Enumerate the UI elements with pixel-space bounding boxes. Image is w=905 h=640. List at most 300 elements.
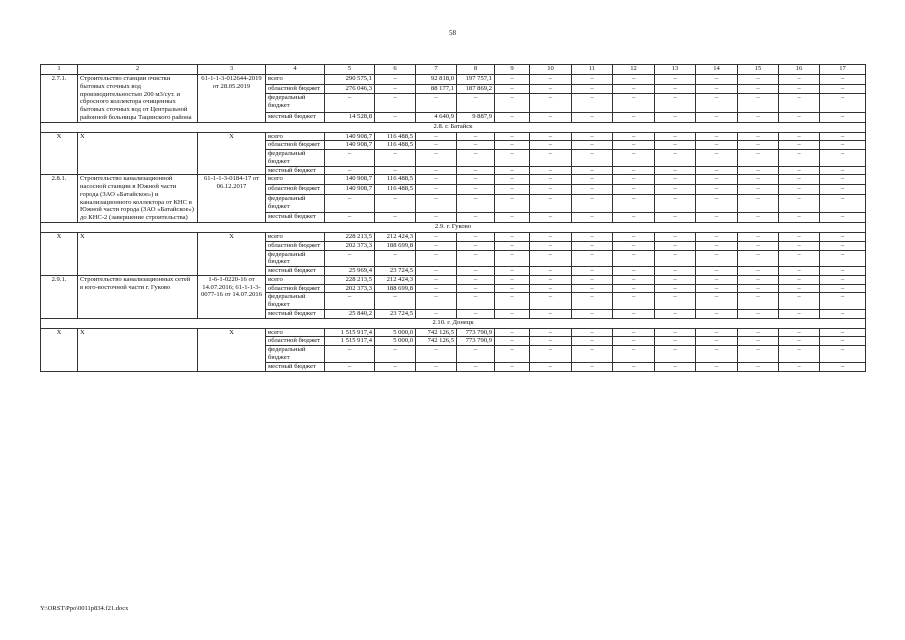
- value-cell: –: [325, 362, 375, 371]
- value-cell: –: [325, 293, 375, 310]
- value-cell: –: [613, 328, 655, 337]
- value-cell: –: [375, 84, 416, 94]
- value-cell: 23 724,5: [375, 267, 416, 276]
- value-cell: 92 818,0: [416, 75, 457, 85]
- column-header: 7: [416, 65, 457, 75]
- value-cell: –: [457, 213, 495, 223]
- value-cell: –: [655, 166, 696, 175]
- value-cell: –: [655, 75, 696, 85]
- value-cell: –: [696, 94, 738, 112]
- value-cell: –: [820, 337, 866, 346]
- funding-source: всего: [266, 275, 325, 284]
- value-cell: –: [820, 150, 866, 167]
- value-cell: –: [572, 84, 613, 94]
- value-cell: –: [820, 275, 866, 284]
- value-cell: –: [530, 194, 572, 212]
- value-cell: –: [325, 166, 375, 175]
- value-cell: 1 515 917,4: [325, 337, 375, 346]
- value-cell: –: [779, 132, 820, 141]
- value-cell: –: [572, 293, 613, 310]
- funding-source: областной бюджет: [266, 337, 325, 346]
- value-cell: –: [457, 309, 495, 318]
- value-cell: –: [572, 94, 613, 112]
- value-cell: 116 488,5: [375, 185, 416, 195]
- value-cell: –: [696, 328, 738, 337]
- value-cell: –: [457, 132, 495, 141]
- item-id: Х: [41, 328, 78, 371]
- value-cell: –: [457, 362, 495, 371]
- value-cell: –: [613, 112, 655, 122]
- value-cell: 188 699,8: [375, 241, 416, 250]
- value-cell: –: [655, 309, 696, 318]
- table-row: [41, 175, 866, 185]
- value-cell: –: [530, 132, 572, 141]
- value-cell: –: [655, 267, 696, 276]
- value-cell: –: [696, 346, 738, 363]
- item-description: Строительство канализационных сетей в юго-восточной части г. Гуково: [78, 275, 198, 318]
- value-cell: –: [779, 267, 820, 276]
- table-body: [41, 65, 866, 372]
- value-cell: –: [572, 337, 613, 346]
- value-cell: –: [820, 185, 866, 195]
- value-cell: –: [779, 175, 820, 185]
- value-cell: –: [416, 284, 457, 293]
- value-cell: –: [655, 112, 696, 122]
- value-cell: –: [738, 150, 779, 167]
- value-cell: –: [655, 284, 696, 293]
- value-cell: –: [738, 284, 779, 293]
- value-cell: –: [696, 141, 738, 150]
- value-cell: 140 908,7: [325, 132, 375, 141]
- value-cell: –: [820, 293, 866, 310]
- value-cell: –: [738, 233, 779, 242]
- value-cell: –: [416, 267, 457, 276]
- value-cell: –: [613, 275, 655, 284]
- value-cell: –: [655, 213, 696, 223]
- funding-source: местный бюджет: [266, 166, 325, 175]
- value-cell: –: [613, 132, 655, 141]
- value-cell: –: [495, 293, 530, 310]
- value-cell: –: [495, 328, 530, 337]
- value-cell: –: [779, 150, 820, 167]
- table-row: [41, 328, 866, 337]
- value-cell: –: [655, 362, 696, 371]
- value-cell: –: [779, 328, 820, 337]
- value-cell: 290 575,1: [325, 75, 375, 85]
- column-header: 17: [820, 65, 866, 75]
- value-cell: –: [820, 250, 866, 267]
- value-cell: –: [416, 166, 457, 175]
- value-cell: –: [820, 241, 866, 250]
- value-cell: –: [375, 112, 416, 122]
- value-cell: –: [495, 132, 530, 141]
- value-cell: –: [738, 141, 779, 150]
- value-cell: –: [738, 213, 779, 223]
- funding-source: федеральный бюджет: [266, 293, 325, 310]
- value-cell: –: [779, 275, 820, 284]
- value-cell: –: [613, 94, 655, 112]
- value-cell: –: [572, 194, 613, 212]
- value-cell: –: [779, 213, 820, 223]
- value-cell: –: [375, 166, 416, 175]
- value-cell: 742 126,5: [416, 337, 457, 346]
- value-cell: –: [495, 233, 530, 242]
- value-cell: –: [696, 293, 738, 310]
- value-cell: –: [325, 346, 375, 363]
- value-cell: –: [613, 175, 655, 185]
- value-cell: –: [530, 284, 572, 293]
- value-cell: –: [572, 213, 613, 223]
- value-cell: –: [738, 293, 779, 310]
- value-cell: –: [530, 213, 572, 223]
- value-cell: –: [375, 362, 416, 371]
- value-cell: –: [495, 194, 530, 212]
- funding-source: федеральный бюджет: [266, 346, 325, 363]
- funding-source: областной бюджет: [266, 241, 325, 250]
- value-cell: –: [572, 328, 613, 337]
- value-cell: –: [457, 267, 495, 276]
- value-cell: –: [820, 132, 866, 141]
- value-cell: –: [696, 250, 738, 267]
- value-cell: 116 488,5: [375, 132, 416, 141]
- value-cell: –: [457, 166, 495, 175]
- value-cell: –: [655, 94, 696, 112]
- page-number: 58: [449, 29, 456, 37]
- value-cell: –: [375, 250, 416, 267]
- value-cell: 202 373,3: [325, 284, 375, 293]
- value-cell: 23 724,5: [375, 309, 416, 318]
- value-cell: –: [572, 346, 613, 363]
- value-cell: –: [655, 233, 696, 242]
- value-cell: –: [779, 233, 820, 242]
- value-cell: 116 488,5: [375, 175, 416, 185]
- value-cell: –: [495, 84, 530, 94]
- item-expertise-number: Х: [198, 233, 266, 276]
- value-cell: –: [325, 94, 375, 112]
- value-cell: –: [779, 94, 820, 112]
- value-cell: –: [779, 293, 820, 310]
- column-header: 1: [41, 65, 78, 75]
- value-cell: –: [416, 250, 457, 267]
- value-cell: –: [613, 194, 655, 212]
- value-cell: –: [530, 185, 572, 195]
- value-cell: –: [738, 75, 779, 85]
- value-cell: –: [495, 267, 530, 276]
- value-cell: –: [820, 213, 866, 223]
- value-cell: 4 640,9: [416, 112, 457, 122]
- value-cell: –: [820, 362, 866, 371]
- value-cell: –: [495, 166, 530, 175]
- value-cell: –: [738, 175, 779, 185]
- value-cell: –: [495, 250, 530, 267]
- item-description: Х: [78, 233, 198, 276]
- value-cell: –: [655, 293, 696, 310]
- value-cell: –: [416, 150, 457, 167]
- item-id: 2.8.1.: [41, 175, 78, 223]
- value-cell: –: [820, 284, 866, 293]
- value-cell: –: [738, 328, 779, 337]
- value-cell: –: [375, 94, 416, 112]
- value-cell: –: [738, 267, 779, 276]
- value-cell: –: [530, 233, 572, 242]
- value-cell: –: [375, 75, 416, 85]
- value-cell: –: [655, 194, 696, 212]
- value-cell: –: [738, 346, 779, 363]
- value-cell: –: [495, 309, 530, 318]
- value-cell: –: [613, 267, 655, 276]
- value-cell: –: [530, 267, 572, 276]
- value-cell: –: [495, 284, 530, 293]
- value-cell: –: [738, 250, 779, 267]
- value-cell: –: [613, 362, 655, 371]
- value-cell: –: [779, 337, 820, 346]
- funding-source: местный бюджет: [266, 213, 325, 223]
- value-cell: –: [457, 141, 495, 150]
- item-id: Х: [41, 132, 78, 175]
- value-cell: –: [572, 241, 613, 250]
- value-cell: –: [655, 328, 696, 337]
- value-cell: –: [530, 141, 572, 150]
- value-cell: –: [572, 250, 613, 267]
- value-cell: –: [738, 194, 779, 212]
- value-cell: –: [779, 309, 820, 318]
- value-cell: –: [572, 112, 613, 122]
- item-expertise-number: Х: [198, 328, 266, 371]
- value-cell: –: [495, 275, 530, 284]
- column-header: 3: [198, 65, 266, 75]
- value-cell: 140 908,7: [325, 141, 375, 150]
- value-cell: –: [613, 337, 655, 346]
- value-cell: –: [655, 241, 696, 250]
- value-cell: –: [613, 166, 655, 175]
- funding-source: всего: [266, 233, 325, 242]
- value-cell: –: [325, 213, 375, 223]
- value-cell: –: [696, 362, 738, 371]
- value-cell: –: [655, 250, 696, 267]
- value-cell: –: [738, 112, 779, 122]
- value-cell: –: [375, 150, 416, 167]
- value-cell: 140 908,7: [325, 185, 375, 195]
- value-cell: 25 969,4: [325, 267, 375, 276]
- value-cell: –: [820, 141, 866, 150]
- value-cell: –: [820, 309, 866, 318]
- value-cell: –: [572, 362, 613, 371]
- value-cell: –: [820, 75, 866, 85]
- value-cell: –: [820, 346, 866, 363]
- value-cell: –: [530, 112, 572, 122]
- funding-source: федеральный бюджет: [266, 250, 325, 267]
- value-cell: –: [572, 132, 613, 141]
- column-header: 4: [266, 65, 325, 75]
- value-cell: –: [416, 309, 457, 318]
- value-cell: 188 699,8: [375, 284, 416, 293]
- value-cell: –: [416, 194, 457, 212]
- value-cell: –: [779, 346, 820, 363]
- value-cell: –: [779, 75, 820, 85]
- section-row: [41, 122, 866, 132]
- value-cell: –: [530, 309, 572, 318]
- value-cell: 1 515 917,4: [325, 328, 375, 337]
- value-cell: –: [572, 175, 613, 185]
- value-cell: –: [495, 362, 530, 371]
- value-cell: –: [530, 175, 572, 185]
- value-cell: –: [416, 233, 457, 242]
- value-cell: 228 213,5: [325, 233, 375, 242]
- table-row: [41, 275, 866, 284]
- column-header: 2: [78, 65, 198, 75]
- value-cell: –: [738, 185, 779, 195]
- funding-source: всего: [266, 75, 325, 85]
- budget-table: [40, 64, 866, 372]
- value-cell: –: [696, 337, 738, 346]
- funding-source: всего: [266, 132, 325, 141]
- value-cell: –: [696, 241, 738, 250]
- value-cell: –: [655, 346, 696, 363]
- value-cell: –: [696, 194, 738, 212]
- value-cell: –: [325, 250, 375, 267]
- value-cell: –: [457, 94, 495, 112]
- value-cell: 14 528,8: [325, 112, 375, 122]
- value-cell: –: [696, 275, 738, 284]
- section-title: 2.9. г. Гуково: [41, 223, 866, 233]
- funding-source: всего: [266, 328, 325, 337]
- item-description: Строительство канализационной насосной станции в Южной части города (ЗАО «Батайское») и канализационного коллектора от КНС в Южной части города (ЗАО «Батайское») до КНС-2 (завершение строительства): [78, 175, 198, 223]
- value-cell: 9 887,9: [457, 112, 495, 122]
- value-cell: –: [655, 175, 696, 185]
- value-cell: –: [613, 213, 655, 223]
- value-cell: –: [738, 166, 779, 175]
- table-row: [41, 75, 866, 85]
- value-cell: 212 424,3: [375, 275, 416, 284]
- value-cell: 187 869,2: [457, 84, 495, 94]
- column-header: 8: [457, 65, 495, 75]
- value-cell: –: [416, 141, 457, 150]
- value-cell: –: [696, 112, 738, 122]
- item-description: Х: [78, 328, 198, 371]
- value-cell: –: [572, 75, 613, 85]
- funding-source: всего: [266, 175, 325, 185]
- column-header: 12: [613, 65, 655, 75]
- value-cell: 140 908,7: [325, 175, 375, 185]
- value-cell: –: [613, 141, 655, 150]
- value-cell: –: [495, 241, 530, 250]
- value-cell: –: [779, 112, 820, 122]
- value-cell: –: [416, 346, 457, 363]
- section-title: 2.10. г. Донецк: [41, 318, 866, 328]
- value-cell: –: [495, 346, 530, 363]
- value-cell: –: [572, 284, 613, 293]
- value-cell: –: [495, 75, 530, 85]
- value-cell: –: [820, 267, 866, 276]
- section-title: 2.8. г. Батайск: [41, 122, 866, 132]
- value-cell: –: [738, 362, 779, 371]
- funding-source: областной бюджет: [266, 185, 325, 195]
- value-cell: –: [820, 94, 866, 112]
- value-cell: –: [613, 284, 655, 293]
- item-expertise-number: 61-1-1-3-012644-2019 от 28.05.2019: [198, 75, 266, 123]
- value-cell: –: [416, 293, 457, 310]
- value-cell: –: [572, 309, 613, 318]
- value-cell: –: [375, 213, 416, 223]
- item-description: Х: [78, 132, 198, 175]
- funding-source: областной бюджет: [266, 141, 325, 150]
- column-header: 9: [495, 65, 530, 75]
- value-cell: –: [530, 84, 572, 94]
- value-cell: 202 373,3: [325, 241, 375, 250]
- value-cell: –: [696, 284, 738, 293]
- value-cell: 25 840,2: [325, 309, 375, 318]
- value-cell: 212 424,3: [375, 233, 416, 242]
- funding-source: местный бюджет: [266, 362, 325, 371]
- funding-source: местный бюджет: [266, 267, 325, 276]
- value-cell: –: [530, 250, 572, 267]
- value-cell: –: [530, 94, 572, 112]
- value-cell: –: [655, 141, 696, 150]
- value-cell: –: [572, 275, 613, 284]
- value-cell: –: [457, 250, 495, 267]
- value-cell: –: [779, 250, 820, 267]
- value-cell: –: [572, 141, 613, 150]
- value-cell: 773 790,9: [457, 328, 495, 337]
- column-header: 15: [738, 65, 779, 75]
- column-header: 6: [375, 65, 416, 75]
- column-header: 14: [696, 65, 738, 75]
- value-cell: –: [572, 233, 613, 242]
- value-cell: –: [738, 275, 779, 284]
- value-cell: –: [530, 346, 572, 363]
- item-id: 2.9.1.: [41, 275, 78, 318]
- value-cell: –: [495, 112, 530, 122]
- value-cell: –: [655, 84, 696, 94]
- value-cell: –: [696, 132, 738, 141]
- value-cell: –: [820, 166, 866, 175]
- value-cell: –: [457, 175, 495, 185]
- value-cell: –: [495, 150, 530, 167]
- value-cell: –: [495, 94, 530, 112]
- value-cell: –: [530, 293, 572, 310]
- value-cell: –: [375, 293, 416, 310]
- value-cell: –: [416, 362, 457, 371]
- value-cell: –: [738, 84, 779, 94]
- value-cell: –: [779, 166, 820, 175]
- value-cell: –: [655, 132, 696, 141]
- item-description: Строительство станции очистки бытовых сточных вод производительностью 200 м3/сут. и сбросного коллектора очищенных бытовых сточных вод от Центральной районной больницы Тацинского района: [78, 75, 198, 123]
- value-cell: –: [613, 241, 655, 250]
- value-cell: –: [613, 185, 655, 195]
- value-cell: –: [530, 337, 572, 346]
- value-cell: –: [738, 132, 779, 141]
- value-cell: –: [738, 309, 779, 318]
- value-cell: 742 126,5: [416, 328, 457, 337]
- value-cell: –: [655, 150, 696, 167]
- footer-file-path: Y:\ORST\Ppo\0011p834.f21.docx: [40, 605, 129, 612]
- value-cell: –: [779, 362, 820, 371]
- value-cell: 5 000,0: [375, 328, 416, 337]
- value-cell: –: [696, 267, 738, 276]
- value-cell: –: [613, 75, 655, 85]
- value-cell: –: [530, 328, 572, 337]
- table-row: [41, 132, 866, 141]
- funding-source: областной бюджет: [266, 84, 325, 94]
- value-cell: –: [416, 185, 457, 195]
- value-cell: –: [779, 84, 820, 94]
- value-cell: –: [696, 185, 738, 195]
- value-cell: –: [325, 194, 375, 212]
- value-cell: 276 046,3: [325, 84, 375, 94]
- value-cell: –: [457, 346, 495, 363]
- value-cell: –: [457, 284, 495, 293]
- value-cell: –: [779, 185, 820, 195]
